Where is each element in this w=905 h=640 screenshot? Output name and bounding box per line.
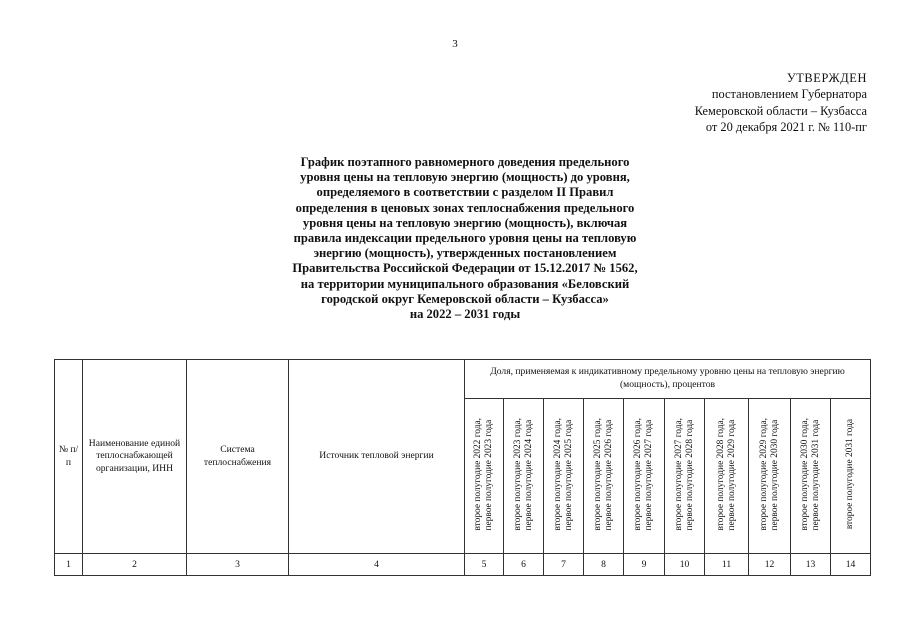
period-cell [749,399,791,554]
period-line: второе полугодие 2026 года, [633,418,643,531]
column-number: 11 [705,554,749,576]
period-cell [465,399,504,554]
period-cell [624,399,665,554]
page-number: 3 [452,38,458,50]
period-line: второе полугодие 2028 года, [715,418,726,531]
header-cell-source: Источник тепловой энергии [289,360,465,554]
period-line: первое полугодие 2023 года [484,419,494,531]
header-cell-organization: Наименование единой теплоснабжающей организации, ИНН [83,360,187,554]
header-cell-no: № п/п [55,360,83,554]
title-line: энергию (мощность), утвержденных постановлением [313,246,617,261]
approval-title: УТВЕРЖДЕН [786,71,867,85]
period-line: второе полугодие 2024 года, [552,418,563,531]
column-number: 10 [665,554,705,576]
title-line: городской округ Кемеровской области – Кузбасса» [321,291,609,306]
column-number: 9 [624,554,665,576]
column-number: 3 [187,554,289,576]
period-cell [791,399,831,554]
document-title [250,155,680,322]
period-cell [831,399,871,554]
column-number: 14 [831,554,871,576]
column-number: 4 [289,554,465,576]
period-line: второе полугодие 2023 года, [512,418,523,531]
column-number: 13 [791,554,831,576]
period-line: первое полугодие 2026 года [603,419,614,531]
period-line: первое полугодие 2031 года [810,419,821,531]
period-cell [665,399,705,554]
column-number: 12 [749,554,791,576]
period-line: второе полугодие 2027 года, [673,418,684,531]
period-line: второе полугодие 2031 года [845,419,856,530]
column-number: 8 [584,554,624,576]
column-number-row [55,554,871,576]
period-line: второе полугодие 2029 года, [758,418,769,531]
approval-block [607,70,867,136]
period-cell [705,399,749,554]
title-line: Правительства Российской Федерации от 15.12.2017 № 1562, [292,261,638,276]
title-line: График поэтапного равномерного доведения предельного [300,155,630,169]
approval-line: постановлением Губернатора [711,87,867,102]
table-header-row [55,360,871,399]
title-line: определения в ценовых зонах теплоснабжения предельного [295,200,635,215]
title-line: уровня цены на тепловую энергию (мощность), включая [302,215,628,230]
column-number: 5 [465,554,504,576]
column-number: 2 [83,554,187,576]
approval-line: Кемеровской области – Кузбасса [694,103,867,118]
period-line: первое полугодие 2029 года [726,419,737,531]
period-cell [544,399,584,554]
column-number: 1 [55,554,83,576]
title-line: определяемого в соответствии с разделом II Правил [316,185,614,200]
header-cell-system: Система теплоснабжения [187,360,289,554]
title-line: уровня цены на тепловую энергию (мощность) до уровня, [300,170,630,185]
column-number: 7 [544,554,584,576]
period-line: второе полугодие 2025 года, [592,418,603,531]
title-line: на 2022 – 2031 годы [409,307,521,322]
column-number: 6 [504,554,544,576]
period-line: первое полугодие 2027 года [644,419,654,531]
title-line: на территории муниципального образования «Беловский [300,276,630,291]
approval-line: от 20 декабря 2021 г. № 110-пг [705,120,867,135]
period-line: первое полугодие 2025 года [563,419,574,531]
schedule-table [54,359,871,576]
title-line: правила индексации предельного уровня цены на тепловую [293,231,637,246]
period-cell [584,399,624,554]
header-cell-share: Доля, применяемая к индикативному предельному уровню цены на тепловую энергию (мощность), процентов [465,360,871,399]
period-line: первое полугодие 2030 года [769,419,780,531]
period-line: второе полугодие 2022 года, [473,418,483,531]
period-line: первое полугодие 2024 года [523,419,534,531]
period-line: второе полугодие 2030 года, [799,418,810,531]
period-cell [504,399,544,554]
period-line: первое полугодие 2028 года [684,419,695,531]
